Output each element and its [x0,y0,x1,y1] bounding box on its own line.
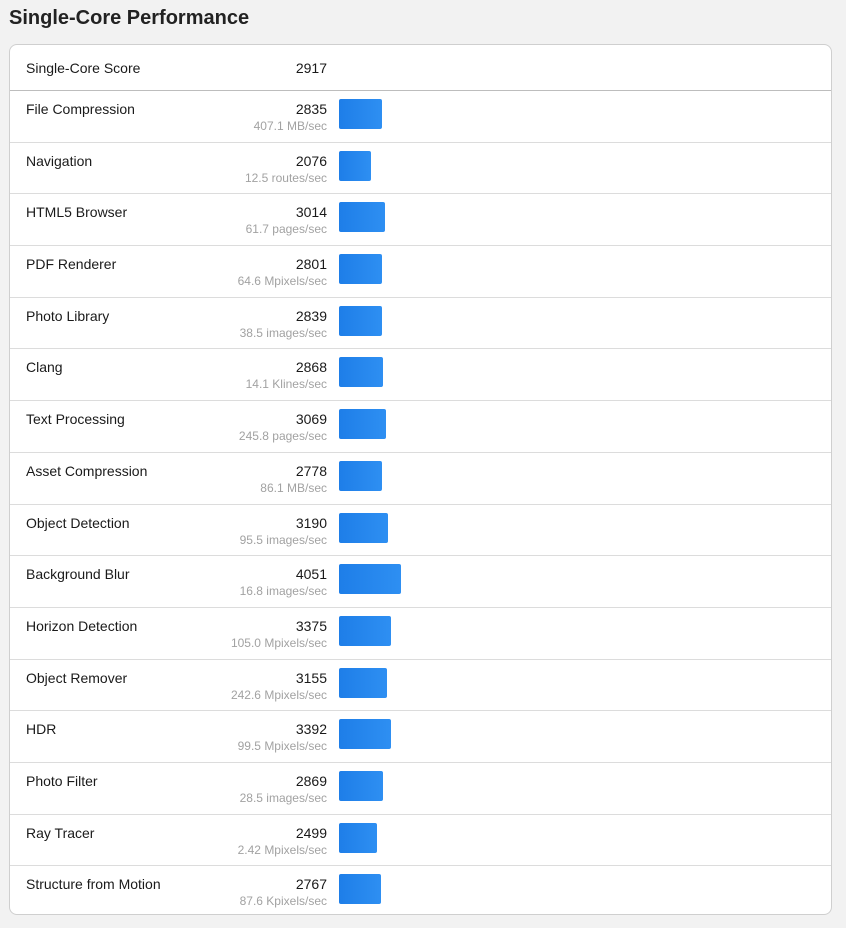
benchmark-score: 3392 [295,721,327,738]
benchmark-row [10,143,831,195]
benchmark-row [10,453,831,505]
benchmark-row [10,660,831,712]
benchmark-rate: 2.42 Mpixels/sec [237,842,327,857]
benchmark-score-bar [339,151,371,181]
benchmark-name: Photo Library [26,307,110,324]
benchmark-score-bar [339,99,382,129]
benchmark-score: 3014 [295,204,327,221]
benchmark-row [10,91,831,143]
benchmark-row [10,298,831,350]
benchmark-score-bar [339,823,377,853]
benchmark-score: 3190 [295,514,327,531]
benchmark-score-bar [339,874,381,904]
benchmark-name: Asset Compression [26,462,148,479]
benchmark-list [10,91,831,915]
results-card [9,44,832,915]
benchmark-score-bar [339,357,383,387]
benchmark-score: 3375 [295,617,327,634]
benchmark-name: Structure from Motion [26,876,161,893]
benchmark-rate: 87.6 Kpixels/sec [239,894,327,909]
benchmark-name: HTML5 Browser [26,204,128,221]
benchmark-rate: 105.0 Mpixels/sec [230,635,327,650]
score-label: Single-Core Score [26,60,141,76]
benchmark-row [10,556,831,608]
benchmark-rate: 86.1 MB/sec [260,480,327,495]
benchmark-row [10,349,831,401]
benchmark-name: Photo Filter [26,772,98,789]
benchmark-rate: 38.5 images/sec [239,325,327,340]
benchmark-score-bar [339,719,391,749]
benchmark-name: Object Detection [26,514,130,531]
benchmark-row [10,246,831,298]
benchmark-name: File Compression [26,101,135,117]
benchmark-rate: 95.5 images/sec [239,532,327,547]
benchmark-score: 2869 [295,772,327,789]
benchmark-score-bar [339,513,388,543]
benchmark-score: 4051 [295,566,327,583]
page-title: Single-Core Performance [9,7,250,29]
benchmark-name: PDF Renderer [26,256,117,273]
benchmark-rate: 407.1 MB/sec [253,119,327,133]
benchmark-score-bar [339,616,391,646]
benchmark-name: Ray Tracer [26,824,95,841]
score-value: 2917 [295,60,327,76]
benchmark-rate: 12.5 routes/sec [244,170,327,185]
benchmark-score-bar [339,771,383,801]
benchmark-score: 2835 [295,101,327,117]
benchmark-row [10,866,831,915]
benchmark-score: 2499 [295,824,327,841]
benchmark-row [10,763,831,815]
benchmark-row [10,608,831,660]
benchmark-score: 2801 [295,256,327,273]
benchmark-rate: 28.5 images/sec [239,790,327,805]
benchmark-row [10,194,831,246]
benchmark-name: HDR [26,721,57,738]
benchmark-rate: 242.6 Mpixels/sec [230,687,327,702]
benchmark-score: 3155 [295,669,327,686]
benchmark-row [10,711,831,763]
benchmark-score-bar [339,564,401,594]
benchmark-score: 3069 [295,411,327,428]
benchmark-score: 2076 [295,152,327,169]
benchmark-score-bar [339,306,382,336]
benchmark-score-bar [339,254,382,284]
benchmark-rate: 14.1 Klines/sec [245,377,327,392]
benchmark-rate: 16.8 images/sec [239,584,327,599]
benchmark-rate: 64.6 Mpixels/sec [237,274,327,289]
benchmark-score-bar [339,202,385,232]
benchmark-name: Clang [26,359,63,376]
benchmark-score: 2839 [295,307,327,324]
benchmark-name: Text Processing [26,411,125,428]
benchmark-score-bar [339,461,382,491]
benchmark-name: Object Remover [26,669,128,686]
benchmark-name: Background Blur [26,566,130,583]
benchmark-rate: 61.7 pages/sec [245,222,327,237]
benchmark-score-bar [339,409,386,439]
benchmark-score: 2767 [295,876,327,893]
benchmark-rate: 99.5 Mpixels/sec [237,739,327,754]
benchmark-row [10,505,831,557]
benchmark-row [10,815,831,867]
benchmark-rate: 245.8 pages/sec [238,429,327,444]
benchmark-score: 2868 [295,359,327,376]
benchmark-name: Horizon Detection [26,617,138,634]
benchmark-score: 2778 [295,462,327,479]
benchmark-name: Navigation [26,152,93,169]
single-core-score-row [10,45,831,91]
benchmark-score-bar [339,668,387,698]
benchmark-row [10,401,831,453]
